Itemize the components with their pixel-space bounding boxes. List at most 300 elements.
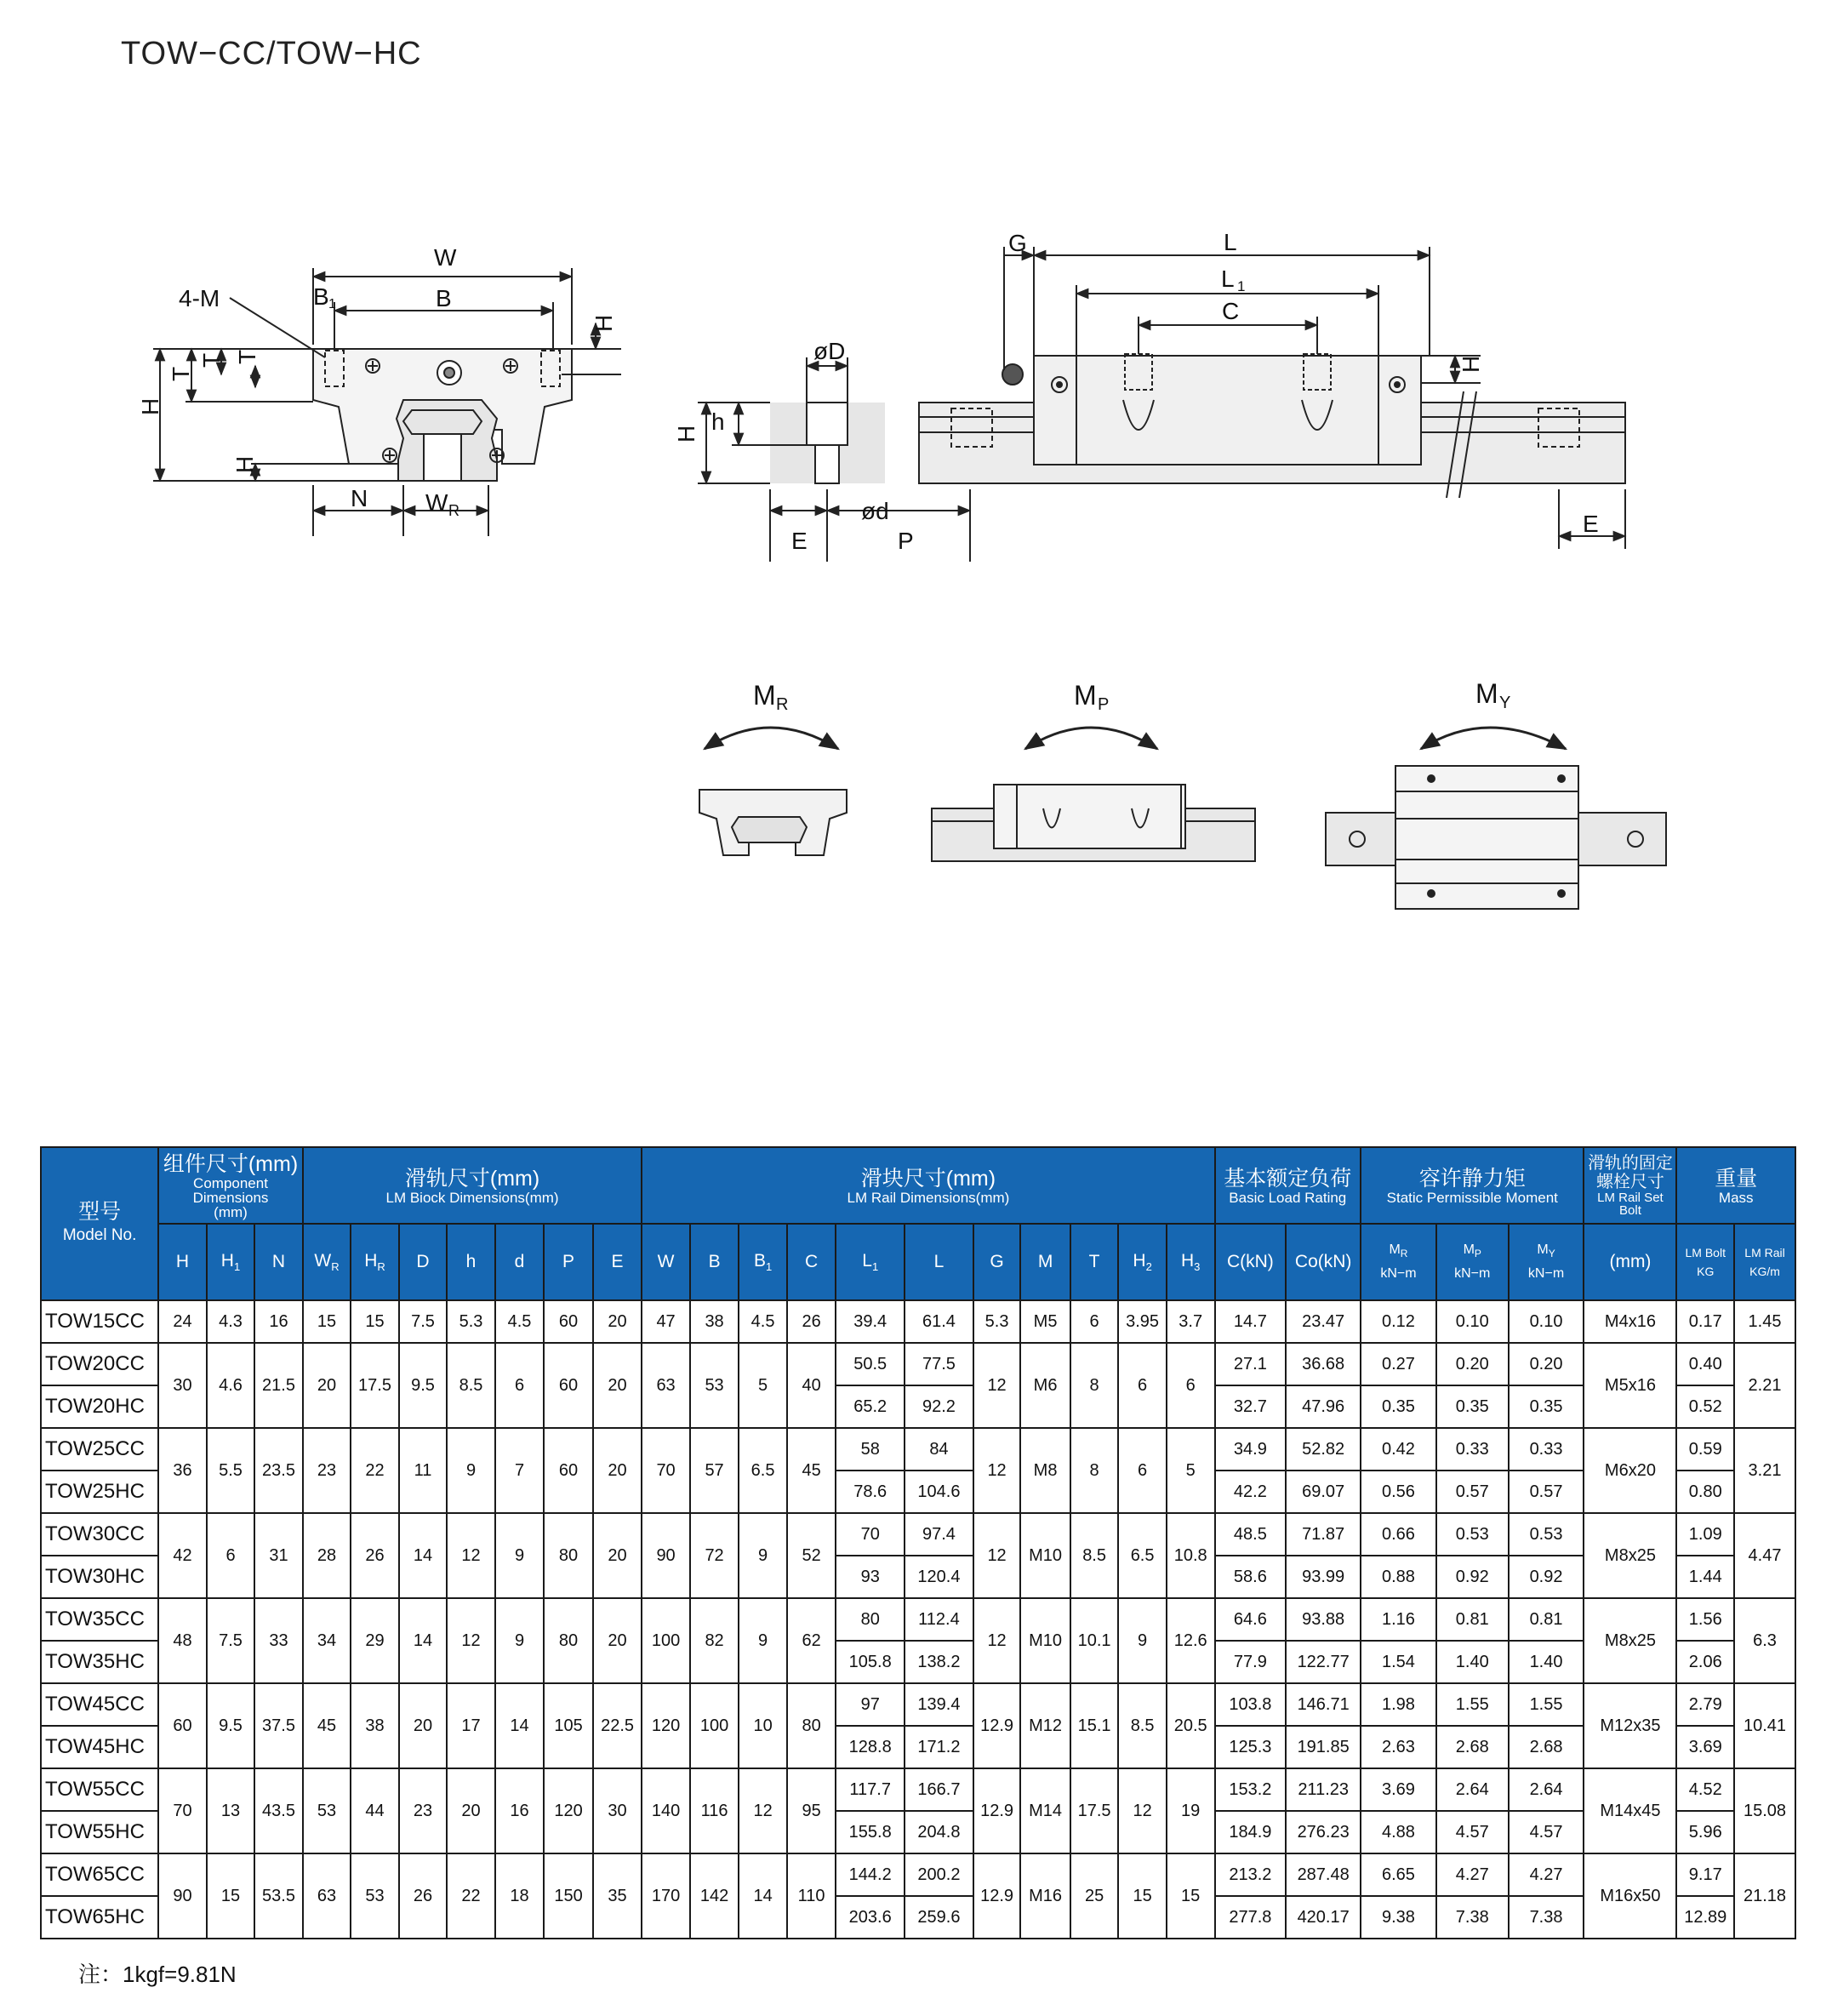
table-cell: 39.4 (836, 1300, 905, 1343)
table-cell: 9 (495, 1598, 545, 1683)
table-cell: 58 (836, 1428, 905, 1471)
table-cell: 47.96 (1286, 1385, 1361, 1428)
col-H1: $H_1$ (207, 1224, 255, 1300)
col-T: T (1070, 1224, 1119, 1300)
table-cell: M8x25 (1584, 1598, 1676, 1683)
table-cell: 93.88 (1286, 1598, 1361, 1641)
table-cell: 53 (303, 1768, 351, 1853)
table-cell: 92.2 (905, 1385, 973, 1428)
table-cell: 12 (447, 1513, 495, 1598)
svg-text:R: R (776, 695, 789, 714)
table-cell: 184.9 (1215, 1811, 1287, 1853)
table-cell: 23 (399, 1768, 448, 1853)
label-B: B (436, 285, 452, 311)
table-row (41, 1300, 1795, 1343)
table-cell: 0.35 (1509, 1385, 1584, 1428)
table-cell: 4.57 (1436, 1811, 1509, 1853)
table-cell: 11 (399, 1428, 448, 1513)
table-row (41, 1853, 1795, 1896)
table-cell: 5 (1167, 1428, 1215, 1513)
table-cell: 10.1 (1070, 1598, 1119, 1683)
table-cell: TOW35CC (41, 1598, 158, 1641)
table-cell: 6.5 (1118, 1513, 1167, 1598)
table-cell: 90 (642, 1513, 690, 1598)
label-d: ød (861, 498, 889, 524)
table-cell: 5.96 (1676, 1811, 1734, 1853)
table-cell: 10 (739, 1683, 787, 1768)
table-cell: 0.92 (1509, 1556, 1584, 1598)
col-P: P (544, 1224, 593, 1300)
label-H1: H (231, 455, 258, 473)
table-cell: 36 (158, 1428, 207, 1513)
col-G: G (973, 1224, 1021, 1300)
label-L1: L (1221, 266, 1235, 292)
table-cell: 47 (642, 1300, 690, 1343)
table-cell: 53 (690, 1343, 739, 1428)
table-cell: 15 (351, 1300, 399, 1343)
svg-text:1: 1 (1237, 278, 1246, 294)
table-cell: 32.7 (1215, 1385, 1287, 1428)
table-cell: 15 (1167, 1853, 1215, 1939)
table-cell: 213.2 (1215, 1853, 1287, 1896)
table-cell: 0.35 (1361, 1385, 1436, 1428)
col-Co-kN: Co(kN) (1286, 1224, 1361, 1300)
table-cell: TOW65HC (41, 1896, 158, 1939)
label-L: L (1224, 229, 1237, 255)
table-cell: 4.5 (495, 1300, 545, 1343)
table-cell: 3.69 (1361, 1768, 1436, 1811)
table-cell: 93 (836, 1556, 905, 1598)
table-cell: 14 (399, 1598, 448, 1683)
label-C: C (1222, 298, 1240, 324)
header-moment: 容许静力矩 Static Permissible Moment (1361, 1147, 1584, 1224)
header-mass: 重量 Mass (1676, 1147, 1795, 1224)
table-cell: 2.68 (1436, 1726, 1509, 1768)
table-cell: 0.52 (1676, 1385, 1734, 1428)
table-cell: 1.98 (1361, 1683, 1436, 1726)
table-cell: 1.16 (1361, 1598, 1436, 1641)
col-B1: $B_1$ (739, 1224, 787, 1300)
table-cell: 100 (690, 1683, 739, 1768)
table-cell: 69.07 (1286, 1471, 1361, 1513)
table-cell: 20 (303, 1343, 351, 1428)
table-cell: 12.9 (973, 1683, 1021, 1768)
table-cell: 95 (787, 1768, 836, 1853)
table-cell: 38 (351, 1683, 399, 1768)
table-cell: 77.9 (1215, 1641, 1287, 1683)
table-cell: 70 (836, 1513, 905, 1556)
table-cell: 77.5 (905, 1343, 973, 1385)
table-cell: 17 (447, 1683, 495, 1768)
table-cell: 105 (544, 1683, 593, 1768)
table-cell: 0.81 (1436, 1598, 1509, 1641)
table-cell: 6.3 (1734, 1598, 1795, 1683)
table-cell: 0.12 (1361, 1300, 1436, 1343)
col-E: E (593, 1224, 642, 1300)
table-cell: M10 (1020, 1513, 1070, 1598)
table-cell: 120 (544, 1768, 593, 1853)
table-cell: 1.45 (1734, 1300, 1795, 1343)
label-E2: E (1583, 511, 1599, 537)
label-P: P (898, 528, 914, 554)
table-cell: 110 (787, 1853, 836, 1939)
table-cell: 125.3 (1215, 1726, 1287, 1768)
table-cell: 120 (642, 1683, 690, 1768)
table-cell: M4x16 (1584, 1300, 1676, 1343)
table-cell: 20 (447, 1768, 495, 1853)
label-HR: H (673, 425, 699, 443)
table-cell: 6 (1118, 1343, 1167, 1428)
label-h: h (711, 408, 725, 435)
table-cell: 26 (351, 1513, 399, 1598)
table-cell: 2.64 (1436, 1768, 1509, 1811)
table-cell: 277.8 (1215, 1896, 1287, 1939)
table-cell: 16 (254, 1300, 303, 1343)
table-cell: 3.69 (1676, 1726, 1734, 1768)
table-cell: 200.2 (905, 1853, 973, 1896)
table-cell: TOW25HC (41, 1471, 158, 1513)
table-row (41, 1598, 1795, 1641)
table-cell: 0.57 (1436, 1471, 1509, 1513)
table-cell: 12.89 (1676, 1896, 1734, 1939)
table-cell: 0.88 (1361, 1556, 1436, 1598)
col-d: d (495, 1224, 545, 1300)
col-MP: $M_P$ kN−m (1436, 1224, 1509, 1300)
table-cell: 420.17 (1286, 1896, 1361, 1939)
label-T: T (234, 349, 260, 364)
table-cell: 12.6 (1167, 1598, 1215, 1683)
table-cell: 1.55 (1509, 1683, 1584, 1726)
table-cell: 8 (1070, 1343, 1119, 1428)
table-cell: 26 (399, 1853, 448, 1939)
table-cell: 6 (1118, 1428, 1167, 1513)
table-cell: M6x20 (1584, 1428, 1676, 1513)
table-cell: TOW15CC (41, 1300, 158, 1343)
table-cell: 166.7 (905, 1768, 973, 1811)
table-cell: TOW30HC (41, 1556, 158, 1598)
table-cell: 15.1 (1070, 1683, 1119, 1768)
table-cell: 70 (158, 1768, 207, 1853)
table-cell: 155.8 (836, 1811, 905, 1853)
table-cell: 7.5 (399, 1300, 448, 1343)
table-cell: 80 (836, 1598, 905, 1641)
table-cell: 105.8 (836, 1641, 905, 1683)
table-cell: 0.66 (1361, 1513, 1436, 1556)
table-cell: 15 (207, 1853, 255, 1939)
table-cell: 17.5 (1070, 1768, 1119, 1853)
table-cell: M5x16 (1584, 1343, 1676, 1428)
block-side (1034, 356, 1421, 465)
table-cell: 9 (1118, 1598, 1167, 1683)
table-cell: 1.55 (1436, 1683, 1509, 1726)
table-cell: 64.6 (1215, 1598, 1287, 1641)
table-cell: 12 (973, 1513, 1021, 1598)
table-cell: 9.5 (207, 1683, 255, 1768)
header-model: 型号 Model No. (41, 1147, 158, 1300)
table-cell: 4.88 (1361, 1811, 1436, 1853)
table-cell: 0.20 (1509, 1343, 1584, 1385)
table-cell: 259.6 (905, 1896, 973, 1939)
table-cell: 42 (158, 1513, 207, 1598)
table-cell: 4.5 (739, 1300, 787, 1343)
table-cell: 12 (739, 1768, 787, 1853)
table-cell: 9 (447, 1428, 495, 1513)
table-cell: 97 (836, 1683, 905, 1726)
table-cell: 80 (544, 1598, 593, 1683)
spec-table (40, 1146, 1796, 1939)
table-cell: 1.40 (1436, 1641, 1509, 1683)
col-HR: $H_R$ (351, 1224, 399, 1300)
header-component: 组件尺寸(mm) Component Dimensions (mm) (158, 1147, 303, 1224)
col-H: H (158, 1224, 207, 1300)
table-cell: 31 (254, 1513, 303, 1598)
table-cell: 2.68 (1509, 1726, 1584, 1768)
table-cell: 2.63 (1361, 1726, 1436, 1768)
table-cell: 0.35 (1436, 1385, 1509, 1428)
col-H3: $H_3$ (1167, 1224, 1215, 1300)
table-cell: 21.5 (254, 1343, 303, 1428)
table-cell: 20 (593, 1598, 642, 1683)
table-cell: 62 (787, 1598, 836, 1683)
table-cell: 13 (207, 1768, 255, 1853)
col-M: M (1020, 1224, 1070, 1300)
table-cell: 42.2 (1215, 1471, 1287, 1513)
table-cell: 150 (544, 1853, 593, 1939)
table-cell: 36.68 (1286, 1343, 1361, 1385)
table-cell: 45 (787, 1428, 836, 1513)
table-cell: 2.64 (1509, 1768, 1584, 1811)
table-cell: 34.9 (1215, 1428, 1287, 1471)
table-cell: 20 (593, 1300, 642, 1343)
table-cell: 63 (303, 1853, 351, 1939)
col-WR: $W_R$ (303, 1224, 351, 1300)
table-cell: 0.81 (1509, 1598, 1584, 1641)
table-cell: 1.54 (1361, 1641, 1436, 1683)
table-cell: 38 (690, 1300, 739, 1343)
side-view (698, 247, 1625, 562)
table-cell: 3.7 (1167, 1300, 1215, 1343)
table-cell: 1.44 (1676, 1556, 1734, 1598)
header-bolt: 滑轨的固定 螺栓尺寸 LM Rail Set Bolt (1584, 1147, 1676, 1224)
table-cell: M14 (1020, 1768, 1070, 1853)
table-cell: 0.53 (1436, 1513, 1509, 1556)
table-cell: M16 (1020, 1853, 1070, 1939)
moment-labels (753, 678, 1510, 714)
table-row (41, 1428, 1795, 1471)
table-cell: 29 (351, 1598, 399, 1683)
table-cell: 276.23 (1286, 1811, 1361, 1853)
table-cell: 26 (787, 1300, 836, 1343)
table-row (41, 1343, 1795, 1385)
table-cell: 12.9 (973, 1768, 1021, 1853)
table-cell: 0.33 (1436, 1428, 1509, 1471)
table-cell: 0.40 (1676, 1343, 1734, 1385)
table-cell: 30 (158, 1343, 207, 1428)
table-cell: 22 (447, 1853, 495, 1939)
table-cell: 0.33 (1509, 1428, 1584, 1471)
table-cell: 6.5 (739, 1428, 787, 1513)
table-cell: 140 (642, 1768, 690, 1853)
svg-text:Y: Y (1499, 694, 1511, 712)
col-rail-kg: LM Rail KG/m (1734, 1224, 1795, 1300)
table-cell: 23.47 (1286, 1300, 1361, 1343)
table-cell: 20.5 (1167, 1683, 1215, 1768)
table-cell: 4.57 (1509, 1811, 1584, 1853)
table-cell: 20 (593, 1428, 642, 1513)
table-cell: 22.5 (593, 1683, 642, 1768)
table-cell: 3.95 (1118, 1300, 1167, 1343)
table-cell: 120.4 (905, 1556, 973, 1598)
table-cell: 72 (690, 1513, 739, 1598)
table-cell: TOW65CC (41, 1853, 158, 1896)
table-cell: 128.8 (836, 1726, 905, 1768)
table-cell: 21.18 (1734, 1853, 1795, 1939)
table-cell: 40 (787, 1343, 836, 1428)
table-cell: 57 (690, 1428, 739, 1513)
table-cell: 15.08 (1734, 1768, 1795, 1853)
header-load: 基本额定负荷 Basic Load Rating (1215, 1147, 1361, 1224)
table-cell: 63 (642, 1343, 690, 1428)
col-C-kN: C(kN) (1215, 1224, 1287, 1300)
table-cell: 3.21 (1734, 1428, 1795, 1513)
table-cell: 34 (303, 1598, 351, 1683)
table-cell: 5 (739, 1343, 787, 1428)
table-cell: 2.79 (1676, 1683, 1734, 1726)
table-cell: 12 (1118, 1768, 1167, 1853)
table-cell: 60 (544, 1343, 593, 1428)
table-cell: TOW20HC (41, 1385, 158, 1428)
table-cell: M16x50 (1584, 1853, 1676, 1939)
table-cell: 1.56 (1676, 1598, 1734, 1641)
table-cell: 50.5 (836, 1343, 905, 1385)
table-cell: 0.57 (1509, 1471, 1584, 1513)
table-cell: 37.5 (254, 1683, 303, 1768)
col-bolt-kg: LM Bolt KG (1676, 1224, 1734, 1300)
label-H: H (137, 397, 163, 415)
table-cell: 53 (351, 1853, 399, 1939)
table-cell: 12 (973, 1428, 1021, 1513)
table-cell: 6 (495, 1343, 545, 1428)
table-cell: 25 (1070, 1853, 1119, 1939)
table-cell: 35 (593, 1853, 642, 1939)
table-cell: 9 (739, 1598, 787, 1683)
table-cell: 144.2 (836, 1853, 905, 1896)
table-cell: 18 (495, 1853, 545, 1939)
table-cell: 93.99 (1286, 1556, 1361, 1598)
table-cell: 8.5 (447, 1343, 495, 1428)
table-cell: 142 (690, 1853, 739, 1939)
table-cell: 287.48 (1286, 1853, 1361, 1896)
table-cell: M12 (1020, 1683, 1070, 1768)
table-cell: 9 (739, 1513, 787, 1598)
col-N: N (254, 1224, 303, 1300)
table-cell: 14 (739, 1853, 787, 1939)
table-cell: 138.2 (905, 1641, 973, 1683)
svg-text:P: P (1098, 695, 1110, 714)
table-cell: 19 (1167, 1768, 1215, 1853)
table-cell: 103.8 (1215, 1683, 1287, 1726)
table-cell: 60 (158, 1683, 207, 1768)
table-cell: 204.8 (905, 1811, 973, 1853)
table-cell: 9.17 (1676, 1853, 1734, 1896)
table-cell: 48 (158, 1598, 207, 1683)
table-cell: 0.53 (1509, 1513, 1584, 1556)
table-cell: TOW35HC (41, 1641, 158, 1683)
col-H2: $H_2$ (1118, 1224, 1167, 1300)
table-cell: 6 (1167, 1343, 1215, 1428)
table-cell: TOW45HC (41, 1726, 158, 1768)
table-row (41, 1513, 1795, 1556)
table-cell: M12x35 (1584, 1683, 1676, 1768)
table-cell: 0.59 (1676, 1428, 1734, 1471)
table-cell: 15 (1118, 1853, 1167, 1939)
table-cell: M10 (1020, 1598, 1070, 1683)
table-cell: 78.6 (836, 1471, 905, 1513)
table-cell: 0.10 (1436, 1300, 1509, 1343)
table-cell: 10.8 (1167, 1513, 1215, 1598)
table-cell: 0.42 (1361, 1428, 1436, 1471)
table-cell: 43.5 (254, 1768, 303, 1853)
table-row (41, 1768, 1795, 1811)
table-cell: M14x45 (1584, 1768, 1676, 1853)
table-cell: 5.3 (973, 1300, 1021, 1343)
spec-table-body (41, 1300, 1795, 1939)
label-N: N (351, 485, 368, 511)
table-cell: 104.6 (905, 1471, 973, 1513)
table-cell: TOW20CC (41, 1343, 158, 1385)
table-cell: 9.5 (399, 1343, 448, 1428)
table-cell: TOW55CC (41, 1768, 158, 1811)
table-cell: 12.9 (973, 1853, 1021, 1939)
table-cell: 112.4 (905, 1598, 973, 1641)
table-cell: 52.82 (1286, 1428, 1361, 1471)
label-W: W (434, 244, 457, 271)
table-cell: 12 (447, 1598, 495, 1683)
col-C: C (787, 1224, 836, 1300)
table-cell: 65.2 (836, 1385, 905, 1428)
table-cell: 1.09 (1676, 1513, 1734, 1556)
table-cell: 60 (544, 1428, 593, 1513)
table-cell: 80 (544, 1513, 593, 1598)
label-E1: E (791, 528, 808, 554)
table-cell: 2.06 (1676, 1641, 1734, 1683)
header-block: 滑块尺寸(mm) LM Rail Dimensions(mm) (642, 1147, 1214, 1224)
table-cell: 33 (254, 1598, 303, 1683)
table-cell: 0.56 (1361, 1471, 1436, 1513)
table-cell: 48.5 (1215, 1513, 1287, 1556)
table-cell: 14 (399, 1513, 448, 1598)
table-cell: 146.71 (1286, 1683, 1361, 1726)
footnote: 注：1kgf=9.81N (78, 1962, 237, 1987)
header-subrow (41, 1224, 1795, 1300)
col-B: B (690, 1224, 739, 1300)
label-MY: M (1475, 678, 1498, 709)
table-cell: 12 (973, 1343, 1021, 1428)
table-cell: 2.21 (1734, 1343, 1795, 1428)
table-cell: 20 (593, 1513, 642, 1598)
table-cell: 6 (207, 1513, 255, 1598)
table-cell: M8x25 (1584, 1513, 1676, 1598)
label-4M: 4-M (179, 285, 220, 311)
label-H2: H (591, 314, 617, 332)
header-rail: 滑轨尺寸(mm) LM Biock Dimensions(mm) (303, 1147, 642, 1224)
table-cell: 14.7 (1215, 1300, 1287, 1343)
table-cell: 60 (544, 1300, 593, 1343)
col-L1: $L_1$ (836, 1224, 905, 1300)
table-cell: 9 (495, 1513, 545, 1598)
table-cell: 153.2 (1215, 1768, 1287, 1811)
table-cell: 15 (303, 1300, 351, 1343)
